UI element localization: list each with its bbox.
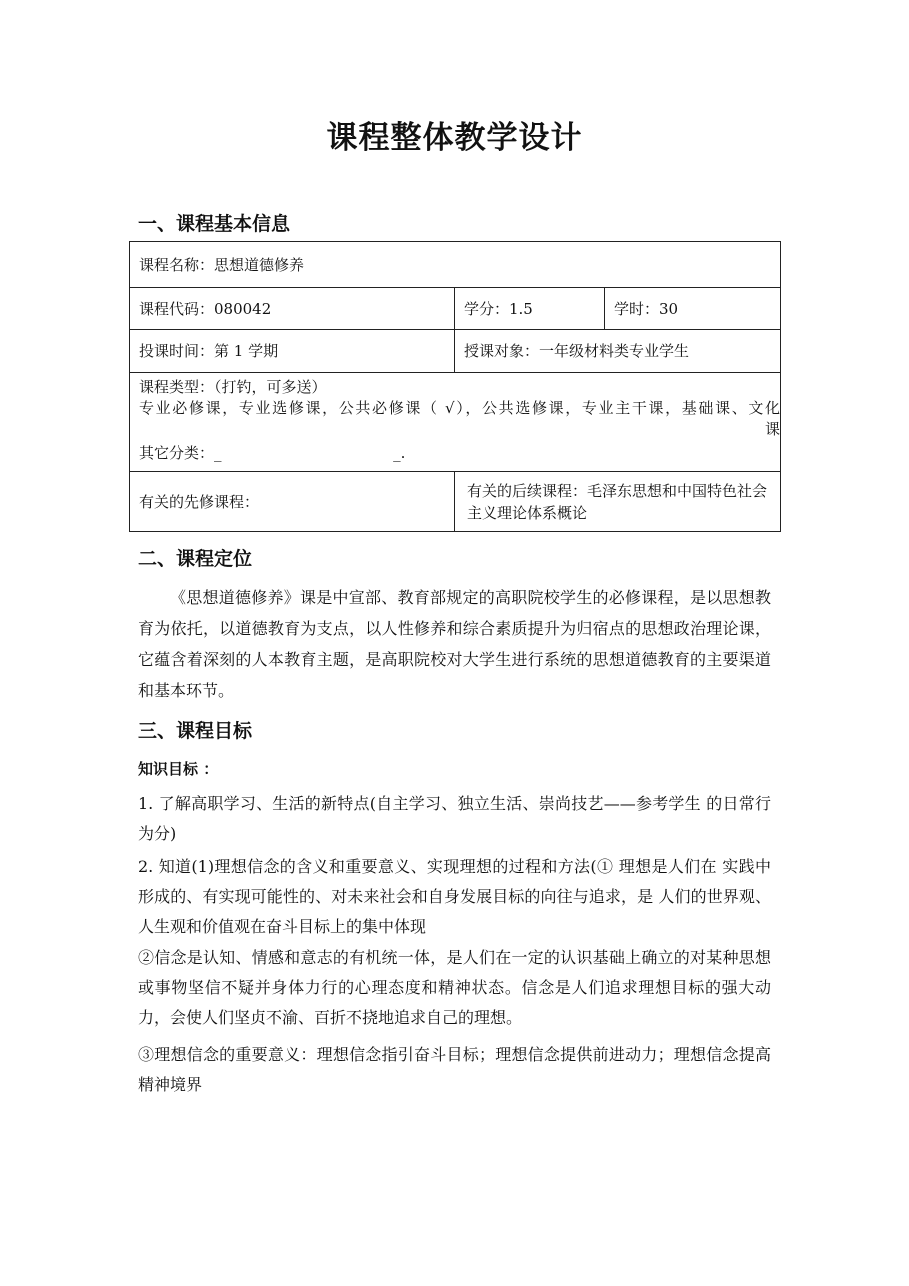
knowledge-objectives-heading: 知识目标 ： [138, 760, 219, 778]
course-type-cell [130, 373, 781, 472]
objective-item-2: 2. 知道(1)理想信念的含义和重要意义、实现理想的过程和方法(① 理想是人们在 实践中形成的、有实现可能性的、对未来社会和自身发展目标的向往与追求，是 人们的世界观、人生观和价值观在奋斗目标上的集中体现 [138, 857, 771, 936]
term-cell: 投课时间：第 1 学期 [130, 330, 455, 373]
follow-up-cell: 有关的后续课程：毛泽东思想和中国特色社会主义理论体系概论 [455, 472, 781, 532]
positioning-paragraph: 《思想道德修养》课是中宣部、教育部规定的高职院校学生的必修课程，是以思想教育为依托，以道德教育为支点，以人性修养和综合素质提升为归宿点的思想政治理论课，它蕴含着深刻的人本教育主题，是高职院校对大学生进行系统的思想道德教育的主要渠道和基本环节。 [138, 588, 771, 700]
section-heading-basic-info: 一、课程基本信息 [138, 213, 291, 235]
table-row [130, 330, 781, 373]
table-row [130, 373, 781, 472]
course-type-label: 课程类型：（打钓，可多送） [139, 378, 327, 396]
section-heading-objectives: 三、课程目标 [138, 720, 253, 742]
document-title: 课程整体教学设计 [326, 120, 583, 156]
objective-item-1: 1. 了解高职学习、生活的新特点(自主学习、独立生活、崇尚技艺——参考学生 的日常行为分) [138, 794, 771, 843]
table-row [130, 242, 781, 288]
credits-cell: 学分：1.5 [455, 288, 605, 330]
course-name-cell: 课程名称：思想道德修养 [130, 242, 781, 288]
course-info-table [129, 241, 781, 532]
table-row [130, 472, 781, 532]
course-type-options: 专业必修课，专业选修课，公共必修课（ √），公共选修课，专业主干课，基础课、文化 [139, 399, 781, 417]
objective-item-3: ②信念是认知、情感和意志的有机统一体，是人们在一定的认识基础上确立的对某种思想或事物坚信不疑并身体力行的心理态度和精神状态。信念是人们追求理想目标的强大动力，会使人们坚贞不渝、百折不挠地追求自己的理想。 [138, 948, 771, 1027]
audience-cell: 授课对象：一年级材料类专业学生 [455, 330, 781, 373]
section-heading-positioning: 二、课程定位 [138, 548, 253, 570]
prerequisite-cell: 有关的先修课程： [130, 472, 455, 532]
hours-cell: 学时：30 [605, 288, 781, 330]
other-category: 其它分类：_ _. [139, 444, 406, 462]
table-row [130, 288, 781, 330]
objective-item-4: ③理想信念的重要意义：理想信念指引奋斗目标；理想信念提供前进动力；理想信念提高精神境界 [138, 1045, 771, 1094]
course-type-options-end: 课 [765, 420, 781, 438]
course-code-cell: 课程代码：080042 [130, 288, 455, 330]
